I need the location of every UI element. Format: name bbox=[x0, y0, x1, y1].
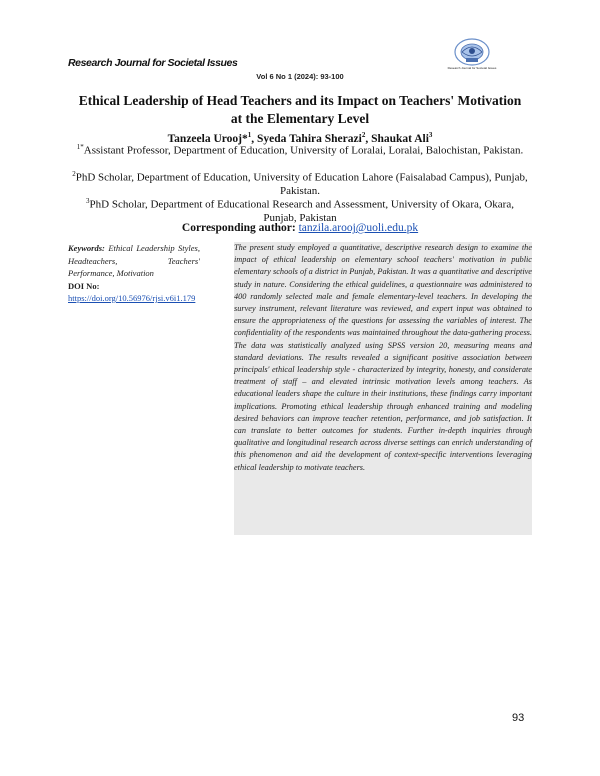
journal-name: Research Journal for Societal Issues bbox=[68, 57, 238, 69]
author-1: Tanzeela Urooj* bbox=[167, 132, 248, 145]
author-2: Syeda Tahira Sherazi bbox=[257, 132, 362, 145]
affiliation-sup: 1* bbox=[76, 143, 84, 151]
abstract: The present study employed a quantitative, descriptive research design to examine the impact of ethical leadership on elementary school teachers' motivation in public elementary schools of a district in Punjab, Pakistan. It was a quantitative and descriptive study in nature. Considering the ethical guidelines, a questionnaire was administered to 400 randomly selected male and female elementary-level teachers. In developing the survey instrument, relevant literature was reviewed, and expert input was obtained to ensure the appropriateness of the questions for assessing the variables of interest. The confidentiality of the respondents was maintained throughout the data-gathering process. The data was statistically analyzed using SPSS version 20, measuring means and standard deviations. The results revealed a significant positive association between principals' ethical leadership style - characterized by integrity, honesty, and considerate treatment of staff – and elevated intrinsic motivation levels among teachers. As educational leaders shape the culture in their institutions, these findings carry important implications. Promoting ethical leadership through enhanced training and modeling desired behaviors can improve teacher retention, performance, and job satisfaction. It can translate to better outcomes for students. Further in-depth inquiries through qualitative and longitudinal research across diverse settings can enrich understanding of this phenomenon and aid the development of context-specific interventions leveraging ethical leadership to motivate teachers. bbox=[234, 242, 532, 535]
paper-title bbox=[60, 92, 540, 128]
author-separator: , bbox=[251, 132, 257, 145]
corresponding-label: Corresponding author: bbox=[181, 222, 296, 234]
volume-info: Vol 6 No 1 (2024): 93-100 bbox=[256, 72, 344, 81]
author-3-sup: 3 bbox=[428, 131, 433, 139]
doi-link[interactable]: https://doi.org/10.56976/rjsi.v6i1.179 bbox=[68, 293, 196, 303]
keywords-text: Ethical Leadership Styles, Headteachers, Teachers' Performance, Motivation bbox=[68, 243, 200, 278]
logo-caption: Research Journal for Societal Issues bbox=[447, 66, 497, 70]
journal-logo-icon bbox=[452, 36, 492, 76]
author-2-sup: 2 bbox=[361, 131, 366, 139]
affiliation-sup: 2 bbox=[72, 170, 76, 178]
affiliation-1 bbox=[70, 141, 530, 158]
author-separator: , bbox=[365, 132, 372, 145]
page-number: 93 bbox=[512, 712, 525, 724]
doi-label: DOI No: bbox=[68, 280, 100, 291]
affiliation-sup: 3 bbox=[86, 197, 90, 205]
keywords-label: Keywords: bbox=[68, 243, 105, 253]
affiliation-text: PhD Scholar, Department of Education, University of Education Lahore (Faisalabad Campus), Punjab, Pakistan. bbox=[75, 171, 528, 198]
article-meta bbox=[68, 242, 200, 305]
affiliation-text: PhD Scholar, Department of Educational Research and Assessment, University of Okara, Okara, Punjab, Pakistan bbox=[89, 198, 514, 225]
keywords bbox=[68, 242, 200, 280]
author-3: Shaukat Ali bbox=[371, 132, 429, 145]
corresponding-author bbox=[60, 222, 540, 234]
title-line-2: at the Elementary Level bbox=[230, 111, 370, 126]
affiliation-text: Assistant Professor, Department of Education, University of Loralai, Loralai, Balochistan, Pakistan. bbox=[83, 144, 524, 157]
author-1-sup: 1 bbox=[247, 131, 252, 139]
corresponding-email-link[interactable]: tanzila.arooj@uoli.edu.pk bbox=[298, 222, 419, 234]
title-line-1: Ethical Leadership of Head Teachers and its Impact on Teachers' Motivation bbox=[78, 93, 522, 108]
